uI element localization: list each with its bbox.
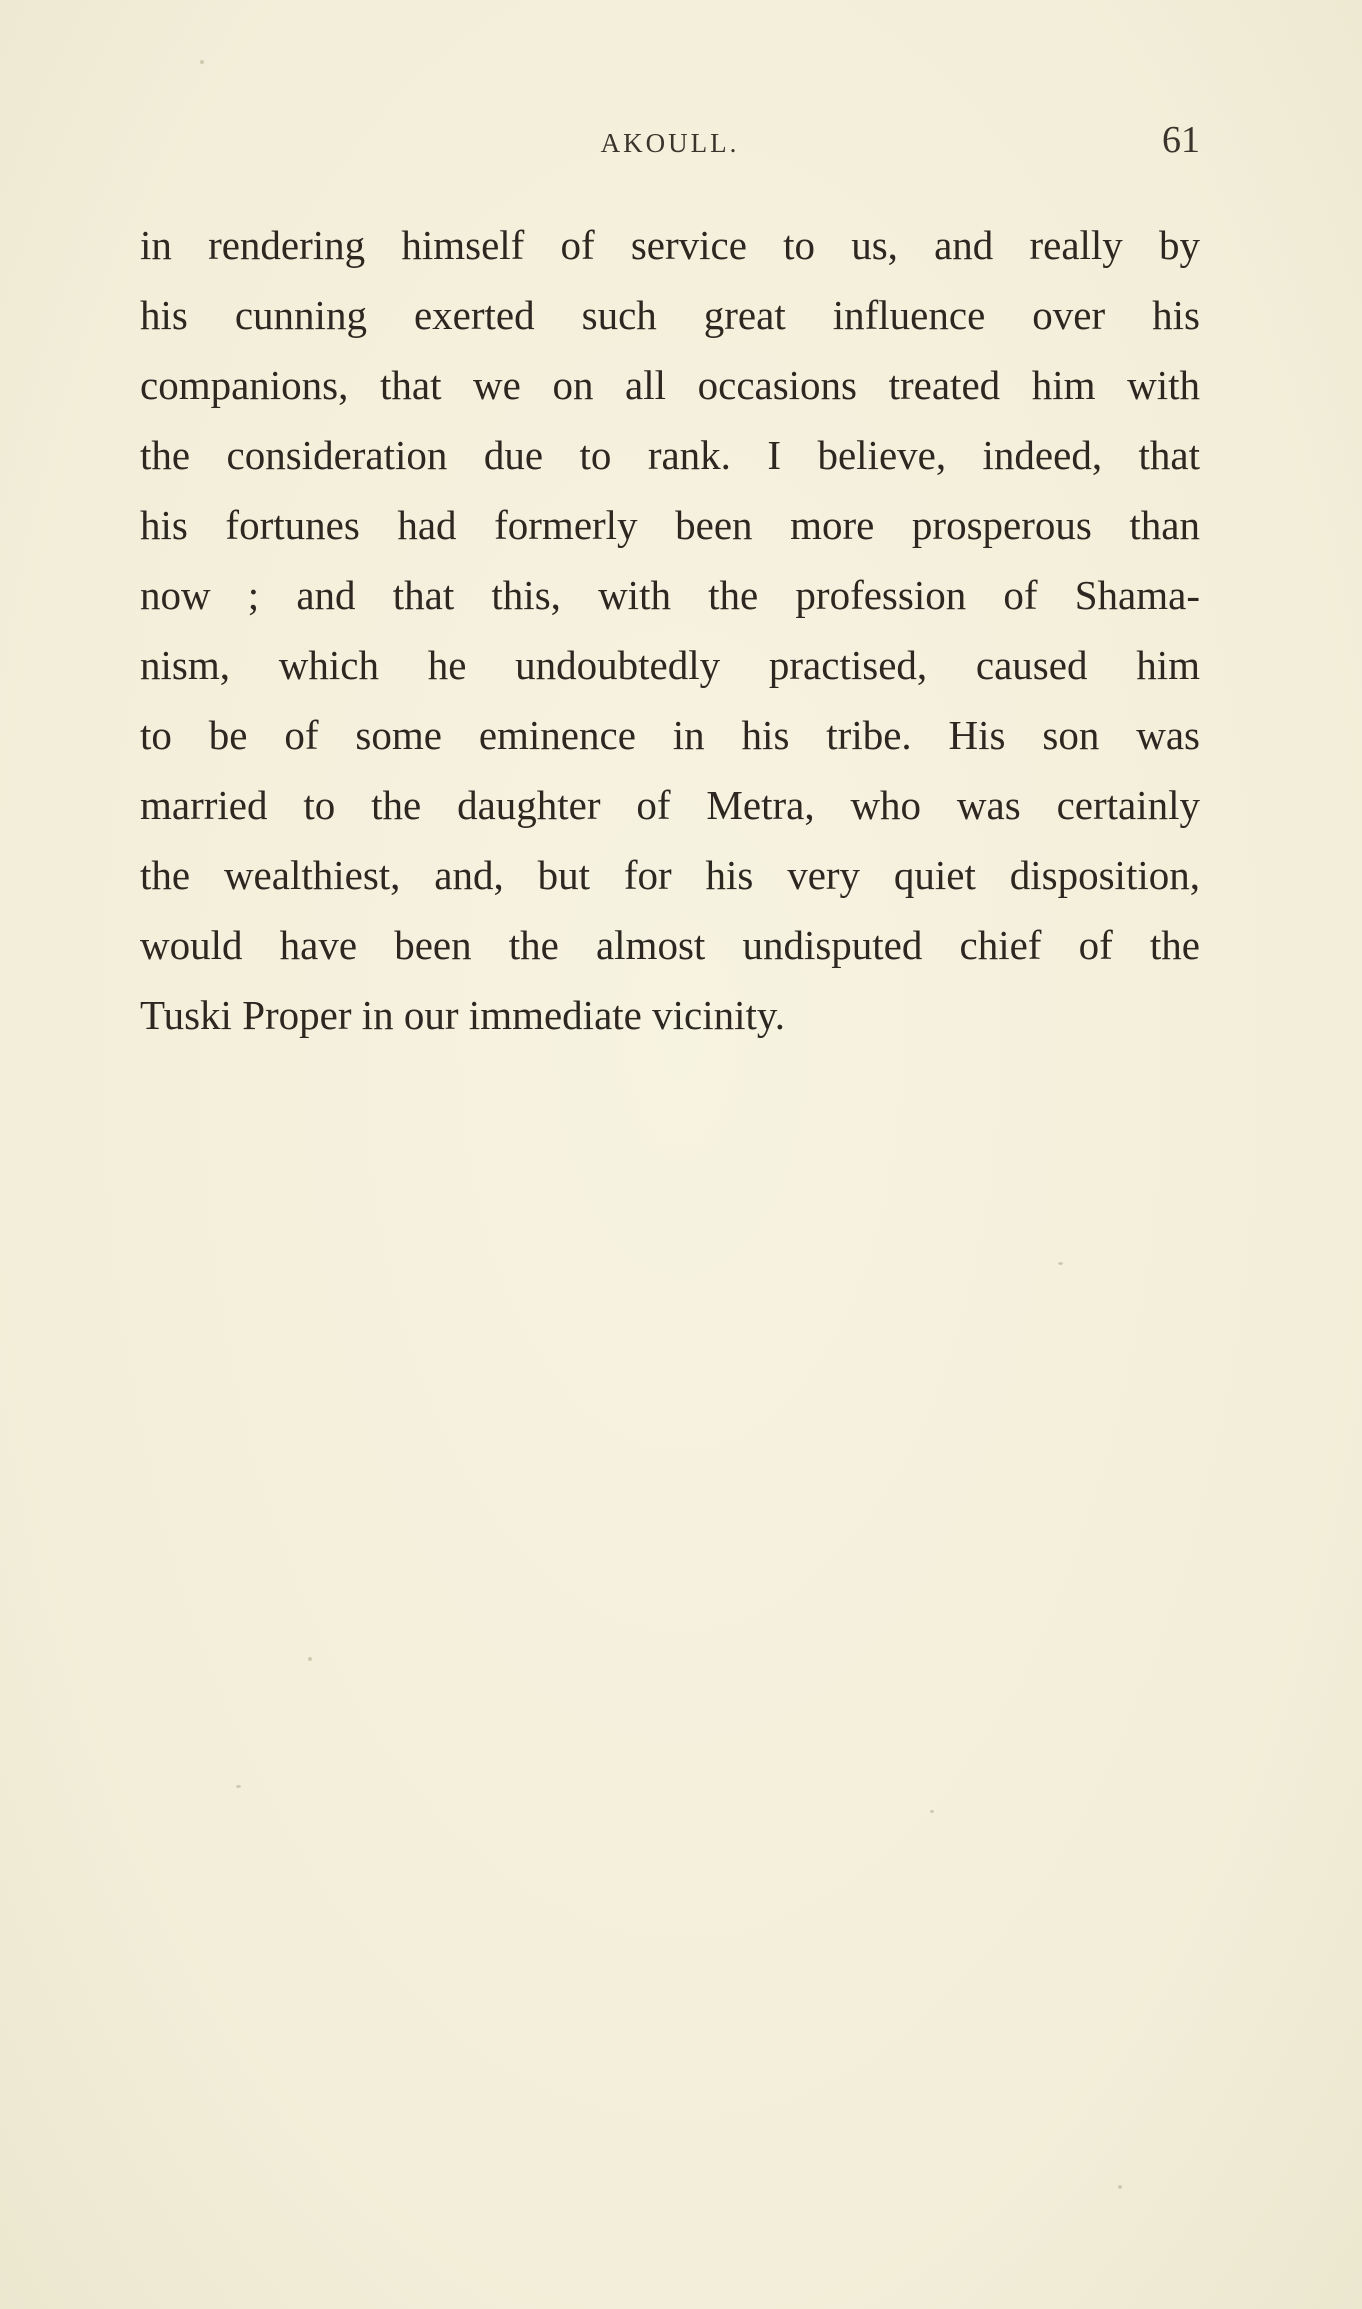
page-number: 61: [1162, 119, 1200, 161]
text-line: now ; and that this, with the profession of Shama-: [140, 572, 1200, 618]
text-line: in rendering himself of service to us, and really by: [140, 222, 1200, 268]
paper-speck: [1118, 2185, 1122, 2189]
paper-speck: [200, 60, 204, 64]
text-line: Tuski Proper in our immediate vicinity.: [140, 992, 785, 1038]
text-line: companions, that we on all occasions treated him with: [140, 362, 1200, 408]
text-line: married to the daughter of Metra, who was certainly: [140, 782, 1200, 828]
paper-speck: [308, 1657, 312, 1661]
text-line: to be of some eminence in his tribe. His son was: [140, 712, 1200, 758]
text-line: nism, which he undoubtedly practised, caused him: [140, 642, 1200, 688]
running-head: [140, 118, 1200, 168]
text-line: the consideration due to rank. I believe, indeed, that: [140, 432, 1200, 478]
text-line: the wealthiest, and, but for his very quiet disposition,: [140, 852, 1200, 898]
text-line: his cunning exerted such great influence over his: [140, 292, 1200, 338]
paper-speck: [930, 1810, 934, 1813]
running-title: AKOULL.: [600, 128, 740, 158]
text-line: would have been the almost undisputed chief of the: [140, 922, 1200, 968]
text-line: his fortunes had formerly been more prosperous than: [140, 502, 1200, 548]
body-text: [140, 210, 1200, 1050]
paper-speck: [236, 1785, 241, 1788]
paper-speck: [1058, 1262, 1063, 1265]
